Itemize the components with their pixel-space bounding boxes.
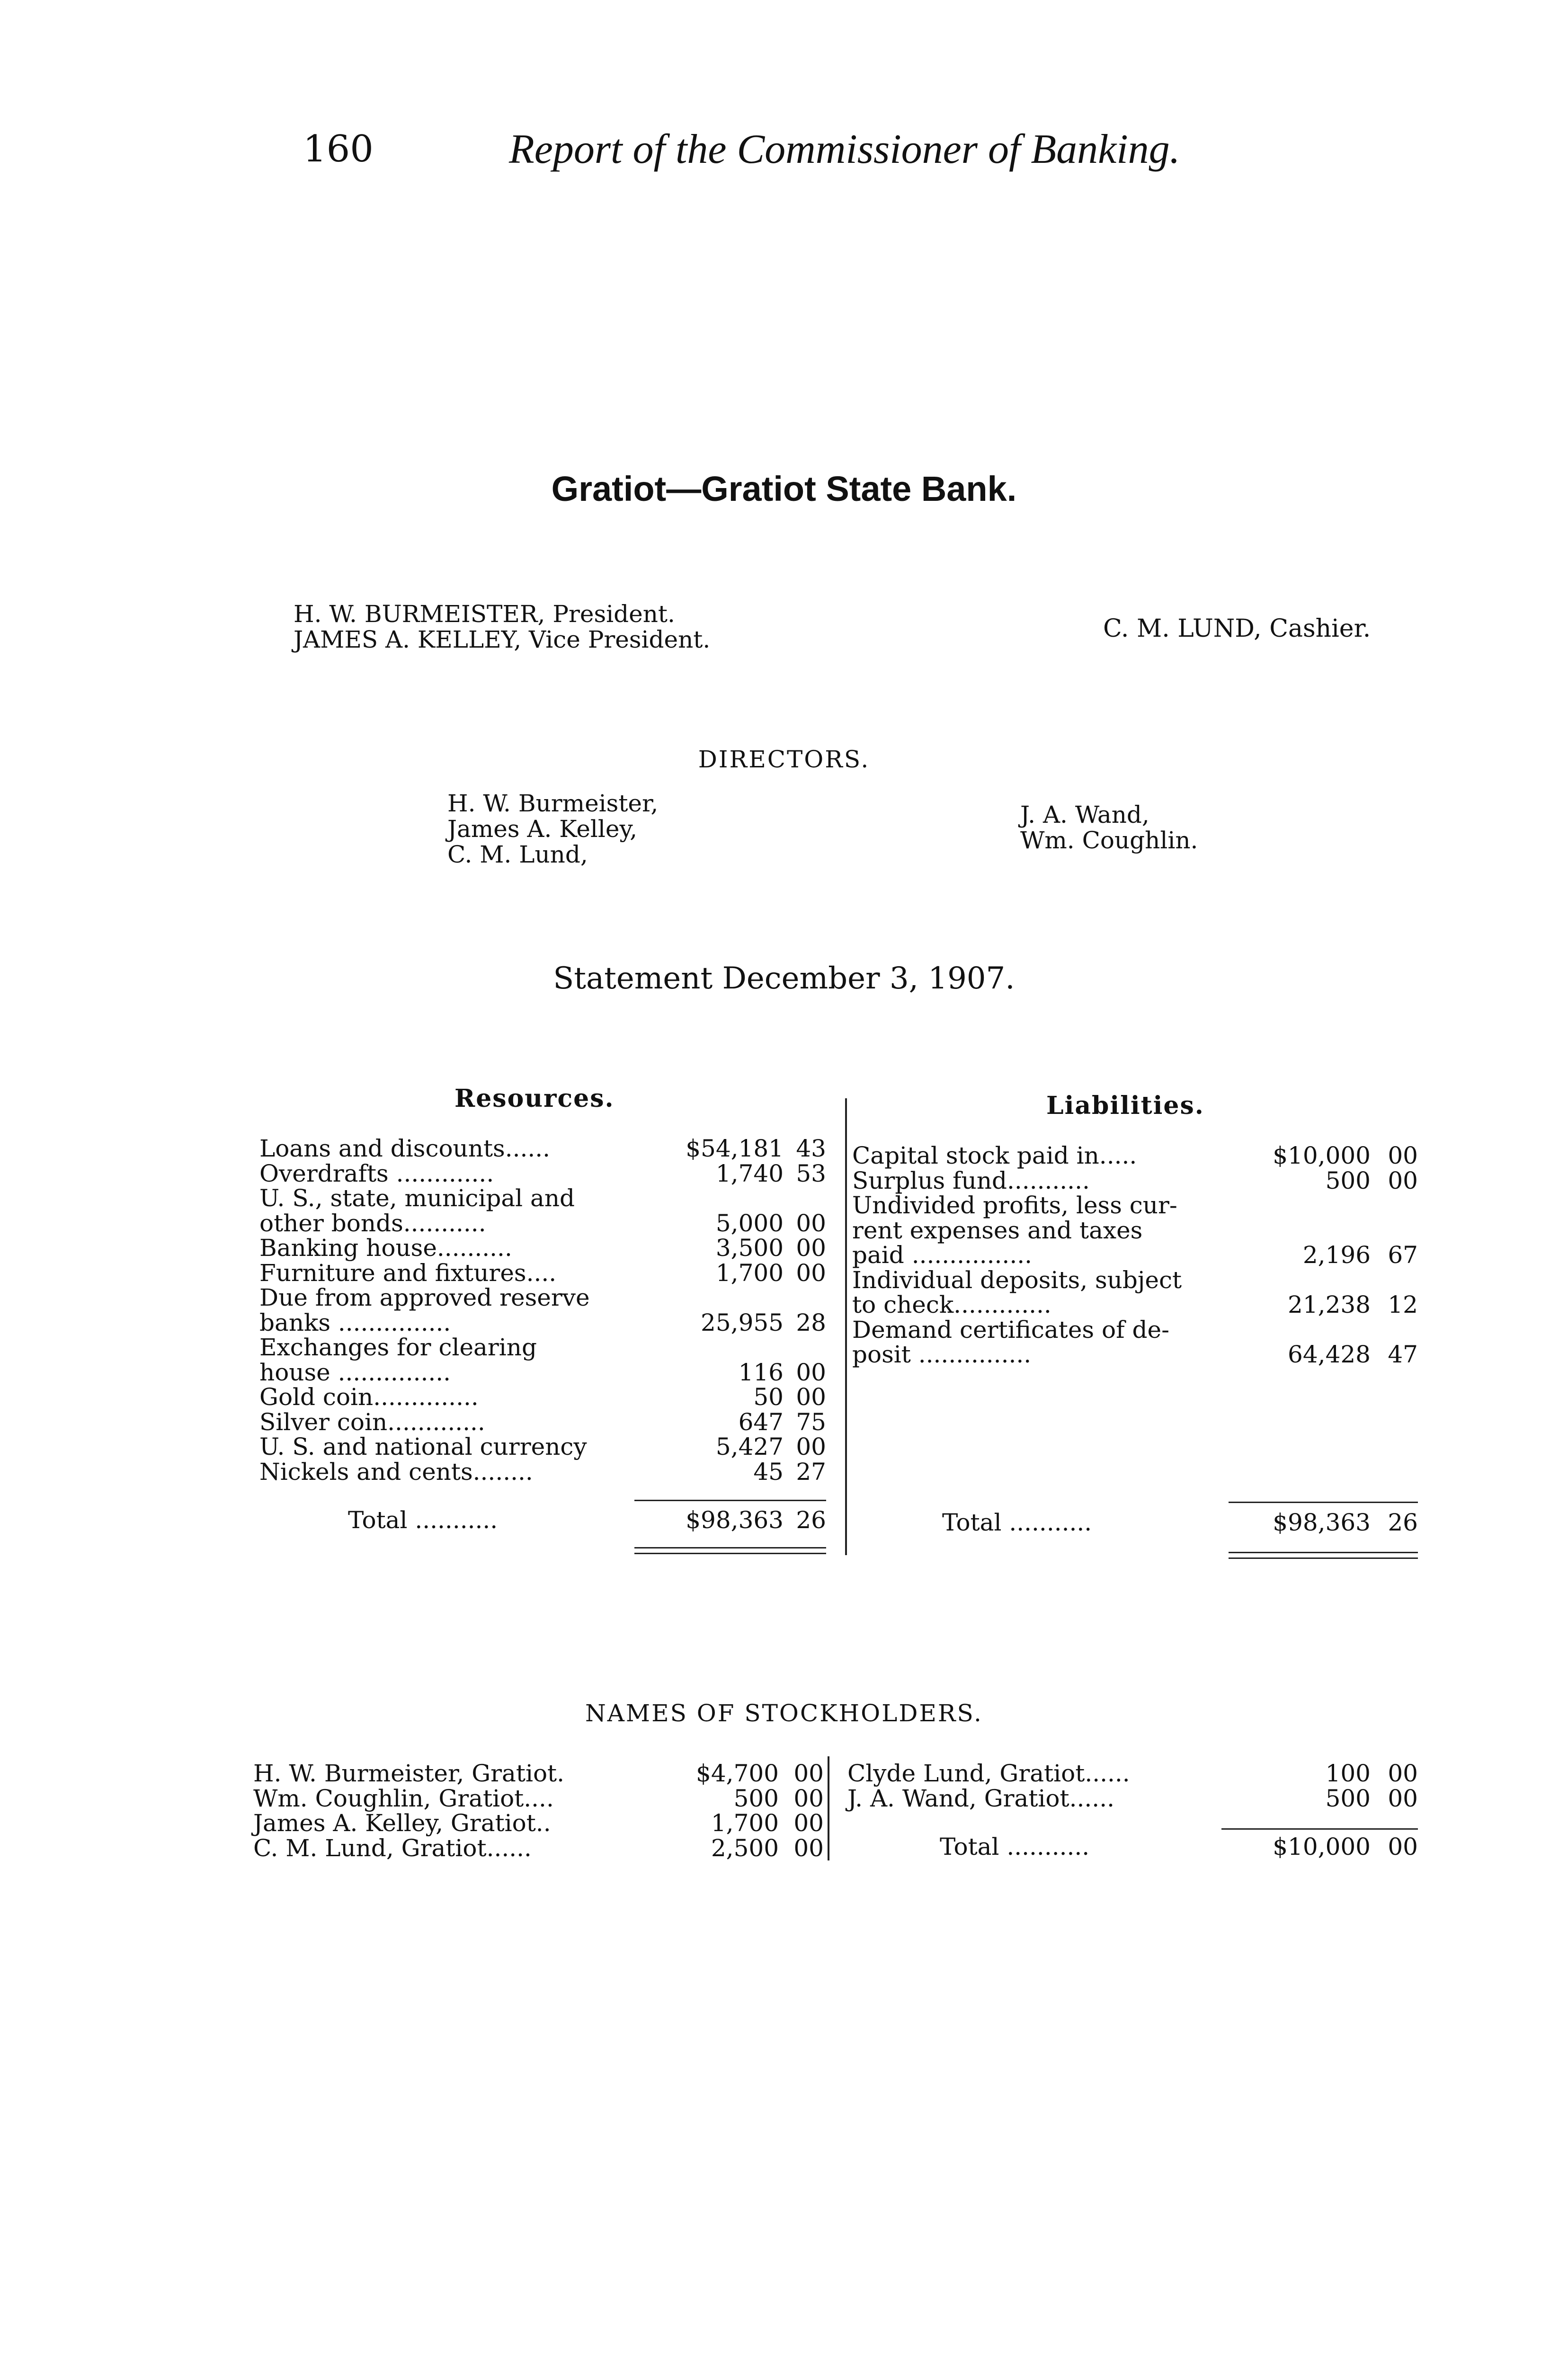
total-label: Total ........... bbox=[942, 1509, 1092, 1536]
row-dollars: 116 bbox=[738, 1358, 784, 1386]
row-label: house ............... bbox=[259, 1358, 451, 1386]
row-dollars: 5,000 bbox=[715, 1209, 784, 1237]
row-label: Exchanges for clearing bbox=[259, 1334, 537, 1361]
total-dollars: $98,363 bbox=[686, 1506, 784, 1534]
row-dollars: 50 bbox=[753, 1383, 784, 1411]
row-cents: 47 bbox=[1388, 1341, 1418, 1368]
row-dollars: $4,700 bbox=[696, 1760, 779, 1787]
row-label: Clyde Lund, Gratiot...... bbox=[847, 1760, 1130, 1787]
row-cents: 00 bbox=[796, 1358, 826, 1386]
total-cents: 00 bbox=[1388, 1833, 1418, 1860]
row-cents: 00 bbox=[796, 1209, 826, 1237]
total-cents: 26 bbox=[796, 1506, 826, 1534]
row-dollars: 647 bbox=[738, 1408, 784, 1436]
row-dollars: 21,238 bbox=[1288, 1291, 1371, 1318]
row-label: Undivided profits, less cur- bbox=[852, 1192, 1177, 1219]
row-cents: 53 bbox=[796, 1159, 826, 1187]
row-cents: 00 bbox=[1388, 1142, 1418, 1169]
row-cents: 00 bbox=[1388, 1784, 1418, 1812]
row-cents: 00 bbox=[793, 1784, 824, 1812]
officer-president: H. W. BURMEISTER, President. bbox=[294, 600, 675, 628]
row-dollars: 1,700 bbox=[711, 1809, 779, 1837]
row-cents: 00 bbox=[796, 1234, 826, 1262]
row-dollars: 2,500 bbox=[711, 1834, 779, 1862]
liabilities-double-rule bbox=[1229, 1552, 1418, 1553]
statement-title: Statement December 3, 1907. bbox=[553, 961, 1015, 996]
row-dollars: 5,427 bbox=[715, 1433, 784, 1460]
resources-double-rule bbox=[634, 1553, 826, 1554]
row-dollars: 2,196 bbox=[1302, 1241, 1371, 1269]
officer-cashier: C. M. LUND, Cashier. bbox=[1103, 614, 1371, 643]
row-dollars: 45 bbox=[753, 1458, 784, 1486]
stockholders-total-rule bbox=[1221, 1828, 1418, 1830]
row-label: Due from approved reserve bbox=[259, 1284, 590, 1311]
resources-heading: Resources. bbox=[454, 1084, 615, 1113]
row-cents: 67 bbox=[1388, 1241, 1418, 1269]
row-label: Individual deposits, subject bbox=[852, 1266, 1182, 1294]
row-cents: 00 bbox=[793, 1809, 824, 1837]
row-cents: 00 bbox=[796, 1383, 826, 1411]
row-label: paid ................ bbox=[852, 1241, 1033, 1269]
director-name: H. W. Burmeister, bbox=[447, 790, 659, 817]
row-dollars: 500 bbox=[1325, 1166, 1371, 1194]
row-dollars: 100 bbox=[1325, 1760, 1371, 1787]
row-cents: 00 bbox=[1388, 1166, 1418, 1194]
directors-left bbox=[447, 791, 658, 867]
row-cents: 12 bbox=[1388, 1291, 1418, 1318]
page-number: 160 bbox=[303, 128, 374, 170]
liabilities-double-rule bbox=[1229, 1557, 1418, 1559]
row-label: banks ............... bbox=[259, 1308, 451, 1336]
officers-block bbox=[294, 601, 710, 652]
row-dollars: 1,700 bbox=[715, 1259, 784, 1287]
row-label: James A. Kelley, Gratiot.. bbox=[253, 1809, 551, 1837]
row-cents: 75 bbox=[796, 1408, 826, 1436]
row-label: Banking house.......... bbox=[259, 1234, 512, 1262]
director-name: J. A. Wand, bbox=[1020, 801, 1149, 828]
row-label: C. M. Lund, Gratiot...... bbox=[253, 1834, 532, 1862]
row-cents: 00 bbox=[793, 1834, 824, 1862]
row-label: H. W. Burmeister, Gratiot. bbox=[253, 1760, 565, 1787]
row-cents: 00 bbox=[796, 1259, 826, 1287]
bank-title: Gratiot—Gratiot State Bank. bbox=[551, 469, 1017, 508]
row-label: Demand certificates of de- bbox=[852, 1316, 1169, 1344]
row-cents: 28 bbox=[796, 1308, 826, 1336]
row-dollars: 25,955 bbox=[701, 1308, 784, 1336]
row-label: Silver coin............. bbox=[259, 1408, 485, 1436]
row-label: J. A. Wand, Gratiot...... bbox=[847, 1784, 1114, 1812]
row-cents: 43 bbox=[796, 1135, 826, 1162]
row-label: rent expenses and taxes bbox=[852, 1216, 1143, 1244]
row-label: Surplus fund........... bbox=[852, 1166, 1090, 1194]
row-dollars: $54,181 bbox=[686, 1135, 784, 1162]
row-label: Overdrafts ............. bbox=[259, 1159, 494, 1187]
director-name: James A. Kelley, bbox=[447, 815, 637, 843]
row-dollars: 64,428 bbox=[1288, 1341, 1371, 1368]
row-label: U. S. and national currency bbox=[259, 1433, 587, 1460]
stockholders-column-divider bbox=[828, 1756, 829, 1860]
row-label: Nickels and cents........ bbox=[259, 1458, 533, 1486]
officer-vice-president: JAMES A. KELLEY, Vice President. bbox=[294, 626, 711, 653]
row-cents: 00 bbox=[1388, 1760, 1418, 1787]
row-dollars: 3,500 bbox=[715, 1234, 784, 1262]
row-dollars: 1,740 bbox=[715, 1159, 784, 1187]
total-label: Total ........... bbox=[348, 1506, 498, 1534]
row-label: Gold coin.............. bbox=[259, 1383, 479, 1411]
directors-heading: DIRECTORS. bbox=[698, 746, 870, 773]
row-label: U. S., state, municipal and bbox=[259, 1184, 575, 1212]
liabilities-heading: Liabilities. bbox=[1046, 1091, 1204, 1120]
row-label: Capital stock paid in..... bbox=[852, 1142, 1137, 1169]
running-title: Report of the Commissioner of Banking. bbox=[509, 126, 1180, 172]
row-label: Loans and discounts...... bbox=[259, 1135, 551, 1162]
director-name: Wm. Coughlin. bbox=[1020, 827, 1198, 854]
stockholders-heading: NAMES OF STOCKHOLDERS. bbox=[585, 1700, 983, 1727]
row-label: Furniture and fixtures.... bbox=[259, 1259, 557, 1287]
row-dollars: 500 bbox=[1325, 1784, 1371, 1812]
resources-double-rule bbox=[634, 1547, 826, 1548]
total-cents: 26 bbox=[1388, 1509, 1418, 1536]
liabilities-total-rule bbox=[1229, 1502, 1418, 1503]
total-dollars: $98,363 bbox=[1273, 1509, 1371, 1536]
row-dollars: 500 bbox=[733, 1784, 779, 1812]
row-cents: 00 bbox=[793, 1760, 824, 1787]
row-label: posit ............... bbox=[852, 1341, 1032, 1368]
total-dollars: $10,000 bbox=[1273, 1833, 1371, 1860]
directors-right bbox=[1020, 802, 1198, 853]
row-label: other bonds........... bbox=[259, 1209, 486, 1237]
resources-total-rule bbox=[634, 1500, 826, 1501]
row-label: Wm. Coughlin, Gratiot.... bbox=[253, 1784, 554, 1812]
statement-column-divider bbox=[845, 1098, 847, 1555]
row-cents: 27 bbox=[796, 1458, 826, 1486]
row-cents: 00 bbox=[796, 1433, 826, 1460]
director-name: C. M. Lund, bbox=[447, 841, 588, 868]
total-label: Total ........... bbox=[940, 1833, 1090, 1860]
row-dollars: $10,000 bbox=[1273, 1142, 1371, 1169]
row-label: to check............. bbox=[852, 1291, 1051, 1318]
